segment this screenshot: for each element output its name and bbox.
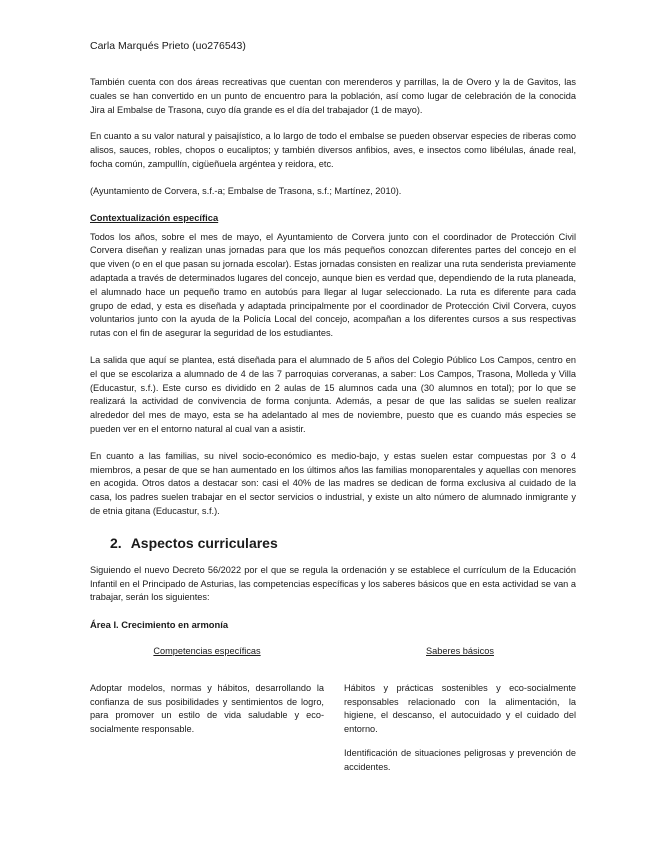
table-cell: Identificación de situaciones peligrosas y prevención de accidentes.: [344, 748, 576, 772]
area-title: Área I. Crecimiento en armonía: [90, 619, 229, 631]
table-column-saberes: [344, 646, 576, 785]
section-title-text: Aspectos curriculares: [130, 534, 278, 551]
paragraph-curriculum-intro: Siguiendo el nuevo Decreto 56/2022 por el que se regula la ordenación y se establece el currículum de la Educación Infantil en el Principado de Asturias, las competencias específicas y los saberes básicos que en esta actividad se van a trabajar, serán los siguientes:: [90, 564, 576, 603]
section-title: [110, 535, 576, 551]
curriculum-table: [90, 646, 576, 785]
paragraph-context-1: Todos los años, sobre el mes de mayo, el Ayuntamiento de Corvera junto con el coordinador de Protección Civil Corvera diseñan y realizan unas jornadas para que los más pequeños conozcan diferentes partes del concejo en el que viven (o en el que pasan su jornada escolar). Estas jornadas consisten en realizar una ruta senderista previamente adaptada a través de determinados lugares del concejo, aunque bien es verdad que, dependiendo de la ruta planeada, el alumnado hace un pequeño tramo en autobús para llegar al lugar seleccionado. La ruta es diferente para cada grupo de edad, y esta es diseñada y adaptada principalmente por el coordinador de Protección Civil Corvera, cuyos voluntarios junto con la ayuda de la Policía Local del concejo, acompañan a los diferentes cursos a sus respectivas rutas con el fin de asegurar la seguridad de los estudiantes.: [90, 231, 576, 339]
author-header: Carla Marqués Prieto (uo276543): [90, 40, 246, 52]
context-heading: Contextualización específica: [90, 211, 219, 223]
table-column-competencias: [90, 646, 330, 785]
paragraph-natural-value: En cuanto a su valor natural y paisajístico, a lo largo de todo el embalse se pueden observar especies de riberas como alisos, sauces, robles, chopos o eucaliptos; y también diversos anfibios, aves, e insectos como libélulas, ánade real, focha común, zampullín, cigüeñuela argéntea y reidora, etc.: [90, 131, 576, 169]
table-header-saberes: Saberes básicos: [426, 646, 494, 657]
paragraph-context-2: La salida que aquí se plantea, está diseñada para el alumnado de 5 años del Colegio Público Los Campos, centro en el que se escolariza a alumnado de 4 de las 7 parroquias corveranas, a saber: Los Campos, Trasona, Molleda y Villa (Educastur, s.f.). Este curso es dividido en 2 aulas de 15 alumnos cada una (30 alumnos en total); por lo que se realizará la actividad de convivencia de forma conjunta. Además, a pesar de que las salidas se suelen realizar alrededor del mes de mayo, esta se ha adelantado al mes de noviembre, puesto que es cuando más especies se pueden ver en el entorno natural al cual van a asistir.: [90, 354, 576, 434]
table-cell: Hábitos y prácticas sostenibles y eco-socialmente responsables relacionado con la alimentación, la higiene, el descanso, el autocuidado y el cuidado del entorno.: [344, 683, 576, 734]
paragraph-references: (Ayuntamiento de Corvera, s.f.-a; Embalse de Trasona, s.f.; Martínez, 2010).: [90, 185, 402, 196]
paragraph-recreational-areas: También cuenta con dos áreas recreativas que cuentan con merenderos y parrillas, la de Overo y la de Gavitos, las cuales se han convertido en un punto de encuentro para la población, así como lugar de celebración de la conocida Jira al Embalse de Trasona, cuyo día grande es el día del trabajador (1 de mayo).: [90, 77, 576, 115]
paragraph-context-3: En cuanto a las familias, su nivel socio-económico es medio-bajo, y estas suelen estar compuestas por 3 o 4 miembros, a pesar de que se han aumentado en los últimos años las familias monoparentales y aquellas con menores en acogida. Otros datos a destacar son: casi el 40% de las madres se dedican de forma exclusiva al cuidado de la casa, los padres suelen trabajar en el sector servicios o industrial, y existe un alto número de alumnado inmigrante y de etnia gitana (Educastur, s.f.).: [90, 450, 576, 516]
table-header-competencias: Competencias específicas: [153, 646, 261, 657]
section-number: 2.: [110, 534, 122, 551]
table-cell: Adoptar modelos, normas y hábitos, desarrollando la confianza de sus posibilidades y sentimientos de logro, para promover un estilo de vida saludable y eco-socialmente responsable.: [90, 683, 324, 734]
